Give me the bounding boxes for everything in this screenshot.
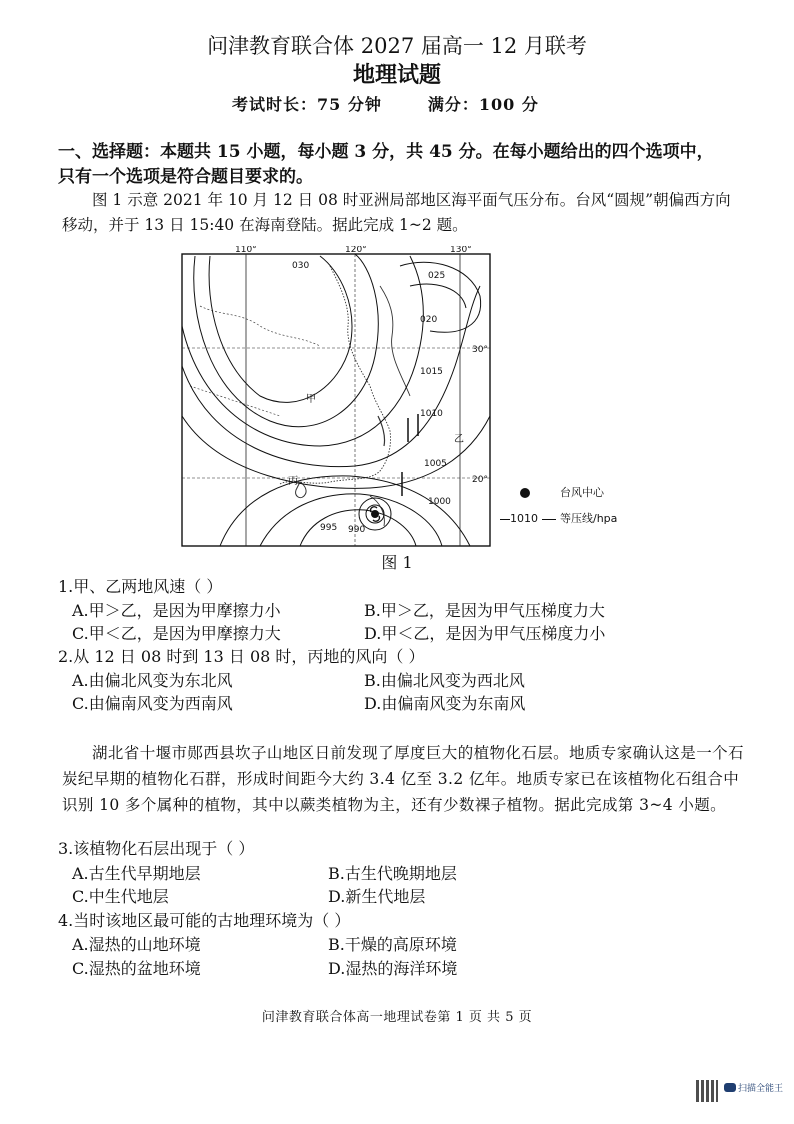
isobar-label: 1000 xyxy=(428,497,451,507)
intro-paragraph-1: 图 1 示意 2021 年 10 月 12 日 08 时亚洲局部地区海平面气压分布。台风“圆规”朝偏西方向移动，并于 13 日 15:40 在海南登陆。据此完成 1~2 题。 xyxy=(62,191,731,234)
exam-title: 问津教育联合体 2027 届高一 12 月联考 xyxy=(207,34,587,58)
question-1-option-b: B.甲＞乙，是因为甲气压梯度力大 xyxy=(364,601,605,620)
isobar-label: 990 xyxy=(348,525,366,535)
place-label-bing: 丙 xyxy=(288,476,298,487)
legend-typhoon-label: 台风中心 xyxy=(560,486,604,499)
map-legend xyxy=(500,484,680,534)
isobar-label: 1015 xyxy=(420,367,443,377)
section-heading-line2: 只有一个选项是符合题目要求的。 xyxy=(58,167,313,187)
longitude-label: 110° xyxy=(235,246,257,255)
question-3-option-a: A.古生代早期地层 xyxy=(72,864,201,883)
isobar-label: 1005 xyxy=(424,459,447,469)
question-1-option-a: A.甲＞乙，是因为甲摩擦力小 xyxy=(72,601,281,620)
latitude-label: 20° xyxy=(472,475,488,485)
isobar-label: 995 xyxy=(320,523,338,533)
question-1-option-c: C.甲＜乙，是因为甲摩擦力大 xyxy=(72,624,281,643)
scanner-brand-name: 扫描全能王 xyxy=(738,1084,784,1094)
question-2-option-a: A.由偏北风变为东北风 xyxy=(72,671,233,690)
question-4-option-a: A.湿热的山地环境 xyxy=(72,935,201,954)
legend-isobar-value: 1010 xyxy=(510,512,538,525)
typhoon-icon xyxy=(520,488,530,498)
figure-caption: 图 1 xyxy=(381,553,413,572)
exam-meta xyxy=(232,92,539,115)
scanner-logo-icon xyxy=(724,1083,736,1092)
legend-isobar-label: 等压线/hpa xyxy=(560,512,618,525)
question-1-stem: 1.甲、乙两地风速（ ） xyxy=(58,577,223,596)
section-heading-line1: 一、选择题：本题共 15 小题，每小题 3 分，共 45 分。在每小题给出的四个选项中， xyxy=(58,142,714,162)
question-1-option-d: D.甲＜乙，是因为甲气压梯度力小 xyxy=(364,624,606,643)
question-3-option-c: C.中生代地层 xyxy=(72,887,169,906)
scanner-watermark xyxy=(696,1080,786,1110)
subject-title: 地理试题 xyxy=(352,62,441,88)
question-2-option-d: D.由偏南风变为东南风 xyxy=(364,694,526,713)
latitude-label: 30° xyxy=(472,345,488,355)
section-heading xyxy=(58,140,718,190)
question-3-option-b: B.古生代晚期地层 xyxy=(328,864,457,883)
exam-duration: 考试时长：75 分钟 xyxy=(232,95,382,114)
place-label-yi: 乙 xyxy=(454,434,464,445)
legend-row-typhoon xyxy=(520,484,604,500)
question-3-stem: 3.该植物化石层出现于（ ） xyxy=(58,839,255,858)
question-4-option-c: C.湿热的盆地环境 xyxy=(72,959,201,978)
qr-code-icon xyxy=(696,1080,718,1102)
question-2-option-c: C.由偏南风变为西南风 xyxy=(72,694,233,713)
isobar-label: 025 xyxy=(428,271,446,281)
pressure-map xyxy=(180,246,492,548)
question-4-option-d: D.湿热的海洋环境 xyxy=(328,959,458,978)
intro-paragraph-2: 湖北省十堰市郧西县坎子山地区日前发现了厚度巨大的植物化石层。地质专家确认这是一个石炭纪早期的植物化石群，形成时间距今大约 3.4 亿至 3.2 亿年。地质专家已在该植物化石组合中识别 10 多个属种的植物，其中以蕨类植物为主，还有少数裸子植物。据此完成第 3~4 小题。 xyxy=(62,744,744,814)
place-label-jia: 甲 xyxy=(306,394,316,405)
page-footer: 问津教育联合体高一地理试卷第 1 页 共 5 页 xyxy=(261,1010,533,1025)
longitude-label: 120° xyxy=(345,246,367,255)
question-2-stem: 2.从 12 日 08 时到 13 日 08 时，丙地的风向（ ） xyxy=(58,647,425,666)
isobar-label: 020 xyxy=(420,315,438,325)
isobar-label: 1010 xyxy=(420,409,443,419)
isobar-label: 030 xyxy=(292,261,310,271)
question-4-option-b: B.干燥的高原环境 xyxy=(328,935,457,954)
question-3-option-d: D.新生代地层 xyxy=(328,887,426,906)
legend-row-isobar xyxy=(500,510,617,526)
question-2-option-b: B.由偏北风变为西北风 xyxy=(364,671,525,690)
question-4-stem: 4.当时该地区最可能的古地理环境为（ ） xyxy=(58,911,351,930)
longitude-label: 130° xyxy=(450,246,472,255)
exam-score: 满分：100 分 xyxy=(427,95,539,114)
